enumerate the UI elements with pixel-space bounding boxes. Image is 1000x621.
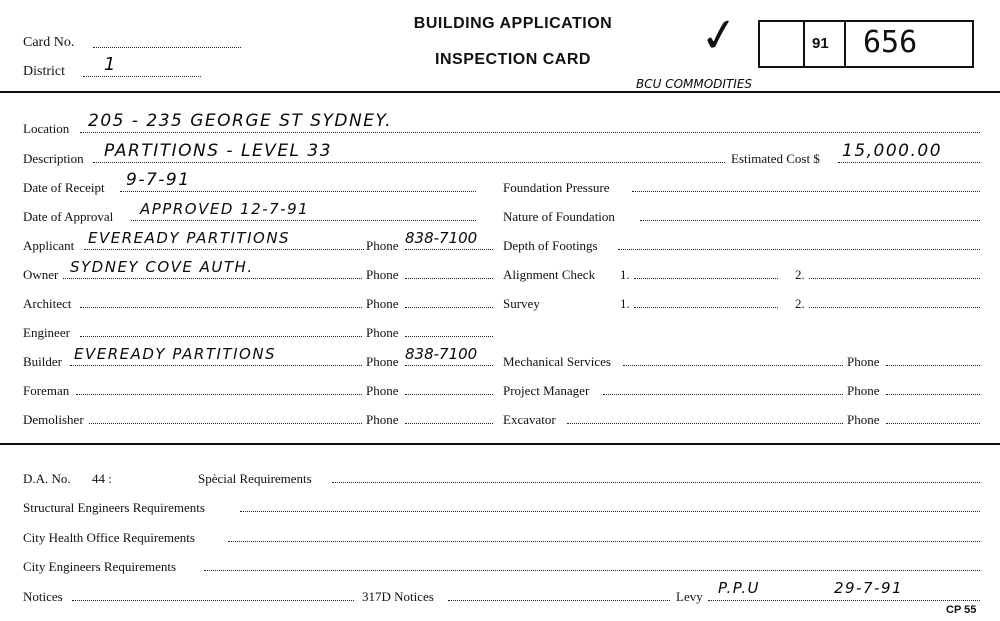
notices-line[interactable]	[72, 600, 354, 601]
da-no-value: 44 :	[92, 471, 112, 486]
estimated-cost-value: 15,000.00	[842, 141, 943, 161]
levy-date: 29-7-91	[834, 579, 904, 597]
architect-phone-label: Phone	[366, 296, 399, 311]
city-engineers-label: City Engineers Requirements	[23, 559, 177, 574]
alignment-num-1: 1.	[620, 267, 630, 282]
project-manager-line[interactable]	[603, 394, 843, 395]
owner-line[interactable]	[63, 278, 362, 279]
notices-label: Notices	[23, 589, 63, 604]
da-no-label: D.A. No.	[23, 471, 71, 486]
description-value: PARTITIONS - LEVEL 33	[104, 141, 333, 161]
foreman-phone-label: Phone	[366, 383, 399, 398]
survey-num-1: 1.	[620, 296, 630, 311]
district-line[interactable]	[83, 76, 201, 77]
district-label: District	[23, 64, 65, 79]
levy-value: P.P.U	[718, 579, 760, 597]
card-year: 91	[812, 35, 829, 52]
alignment-num-2: 2.	[795, 267, 805, 282]
engineer-phone-label: Phone	[366, 325, 399, 340]
district-value: 1	[104, 54, 117, 75]
location-label: Location	[23, 121, 70, 136]
project-manager-phone-label: Phone	[847, 383, 880, 398]
builder-label: Builder	[23, 354, 62, 369]
excavator-label: Excavator	[503, 412, 556, 427]
architect-label: Architect	[23, 296, 72, 311]
demolisher-label: Demolisher	[23, 412, 84, 427]
applicant-phone-value: 838-7100	[405, 229, 478, 247]
form-subtitle: INSPECTION CARD	[435, 51, 591, 68]
date-receipt-value: 9-7-91	[126, 170, 191, 190]
builder-phone-line[interactable]	[405, 365, 493, 366]
survey-line-1[interactable]	[634, 307, 778, 308]
health-line[interactable]	[228, 541, 980, 542]
form-code: CP 55	[946, 604, 977, 616]
demolisher-phone-line[interactable]	[405, 423, 493, 424]
notices-317d-line[interactable]	[448, 600, 670, 601]
estimated-cost-label: Estimated Cost $	[731, 151, 820, 166]
excavator-phone-label: Phone	[847, 412, 880, 427]
builder-phone-value: 838-7100	[405, 345, 478, 363]
builder-line[interactable]	[70, 365, 362, 366]
owner-phone-label: Phone	[366, 267, 399, 282]
nature-foundation-label: Nature of Foundation	[503, 209, 615, 224]
card-no-label: Card No.	[23, 35, 75, 50]
survey-num-2: 2.	[795, 296, 805, 311]
mechanical-phone-label: Phone	[847, 354, 880, 369]
applicant-label: Applicant	[23, 238, 75, 253]
applicant-line[interactable]	[84, 249, 364, 250]
form-title: BUILDING APPLICATION	[413, 15, 613, 32]
nature-foundation-line[interactable]	[640, 220, 980, 221]
alignment-line-2[interactable]	[809, 278, 980, 279]
date-approval-value: APPROVED 12-7-91	[140, 200, 310, 218]
description-label: Description	[23, 151, 84, 166]
depth-footings-label: Depth of Footings	[503, 238, 598, 253]
top-divider	[0, 91, 1000, 93]
bottom-divider	[0, 443, 1000, 445]
project-manager-label: Project Manager	[503, 383, 590, 398]
notices-317d-label: 317D Notices	[362, 589, 434, 604]
levy-line[interactable]	[708, 600, 980, 601]
city-engineers-line[interactable]	[204, 570, 980, 571]
date-receipt-line[interactable]	[120, 191, 476, 192]
mechanical-label: Mechanical Services	[503, 354, 611, 369]
builder-value: EVEREADY PARTITIONS	[74, 345, 277, 363]
survey-label: Survey	[503, 296, 540, 311]
engineer-line[interactable]	[80, 336, 362, 337]
foreman-phone-line[interactable]	[405, 394, 493, 395]
engineer-phone-line[interactable]	[405, 336, 493, 337]
header-note: BCU COMMODITIES	[636, 77, 753, 91]
survey-line-2[interactable]	[809, 307, 980, 308]
special-req-label: Spècial Requirements	[198, 471, 312, 486]
builder-phone-label: Phone	[366, 354, 399, 369]
special-req-line[interactable]	[332, 482, 980, 483]
excavator-phone-line[interactable]	[886, 423, 980, 424]
demolisher-phone-label: Phone	[366, 412, 399, 427]
card-number: 656	[863, 25, 918, 60]
estimated-cost-line[interactable]	[838, 162, 980, 163]
foreman-label: Foreman	[23, 383, 70, 398]
levy-label: Levy	[676, 589, 703, 604]
foundation-pressure-label: Foundation Pressure	[503, 180, 610, 195]
engineer-label: Engineer	[23, 325, 70, 340]
card-no-line[interactable]	[93, 47, 241, 48]
applicant-phone-line[interactable]	[405, 249, 493, 250]
owner-label: Owner	[23, 267, 59, 282]
mechanical-line[interactable]	[623, 365, 843, 366]
alignment-check-label: Alignment Check	[503, 267, 596, 282]
foreman-line[interactable]	[76, 394, 362, 395]
health-label: City Health Office Requirements	[23, 530, 195, 545]
description-line[interactable]	[93, 162, 725, 163]
structural-line[interactable]	[240, 511, 980, 512]
excavator-line[interactable]	[567, 423, 843, 424]
architect-phone-line[interactable]	[405, 307, 493, 308]
date-receipt-label: Date of Receipt	[23, 180, 105, 195]
foundation-pressure-line[interactable]	[632, 191, 980, 192]
applicant-phone-label: Phone	[366, 238, 399, 253]
check-mark-icon: ✓	[696, 5, 743, 65]
owner-value: SYDNEY COVE AUTH.	[70, 258, 254, 276]
owner-phone-line[interactable]	[405, 278, 493, 279]
project-manager-phone-line[interactable]	[886, 394, 980, 395]
demolisher-line[interactable]	[89, 423, 362, 424]
location-line[interactable]	[80, 132, 980, 133]
applicant-value: EVEREADY PARTITIONS	[88, 229, 291, 247]
card-number-box	[758, 20, 974, 68]
date-approval-label: Date of Approval	[23, 209, 114, 224]
location-value: 205 - 235 GEORGE ST SYDNEY.	[88, 111, 393, 131]
mechanical-phone-line[interactable]	[886, 365, 980, 366]
alignment-line-1[interactable]	[634, 278, 778, 279]
depth-footings-line[interactable]	[618, 249, 980, 250]
architect-line[interactable]	[80, 307, 362, 308]
date-approval-line[interactable]	[131, 220, 476, 221]
structural-label: Structural Engineers Requirements	[23, 500, 205, 515]
